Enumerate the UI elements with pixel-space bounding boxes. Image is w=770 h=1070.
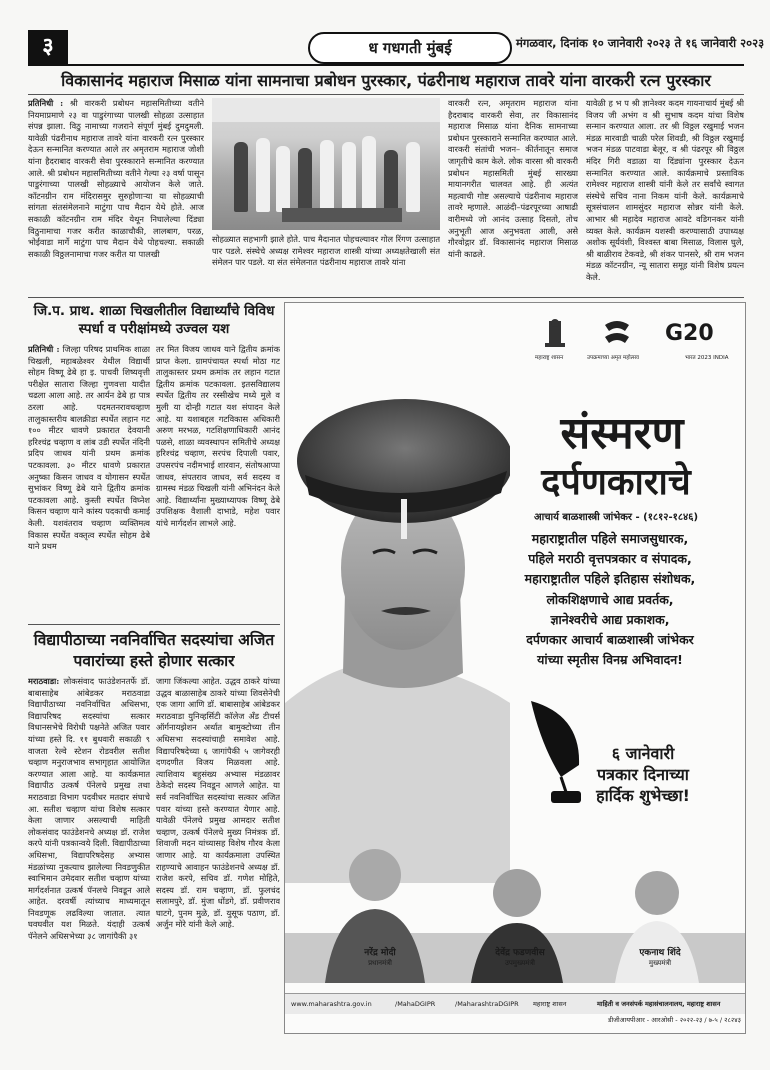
leader2-role: उपमुख्यमंत्री <box>504 959 536 967</box>
divider <box>28 624 280 625</box>
article1-col1-text: श्री वारकरी प्रबोधन महासमितीच्या वतीने नियमाप्रमाणे २३ वा पाडुरंगाच्या पालखी सोहळा उत्साहात संपन्न झाला. विठु नामाच्या गजराने संपूर्ण मुंबई दुमदुमली. यावेळी पंढरीनाथ महाराज तावरे यांना वारकरी रत्न पुरस्कार देऊन सन्मानित करण्यात आले तर अमृतराम महाराज जोशी यांना हैदराबाद वारकरी सेवा पुरस्काराने सन्मानित करण्यात आले. श्री प्रबोधन महासमितीच्या वतीने गेल्या २३ वर्षा पासून पाडुरंगाच्या पालखी सोहळ्याचे आयोजन केले जाते. कॉटनग्रीन राम मंदिरासमुर सुरुहोणाऱ्या या सोहळ्याची सांगता संतसंमेलनाने माटुंगा पाच मैदान येथे होते. आज सकाळी कॉटनग्रीन राम मंदिर येथून निघालेल्या दिंड्या विठुनामाचा गजर करीत काळाचौकी, लालबाग, परळ, भोईवाडा मार्गे माटुंगा पाच मैदान येथे पोहचल्या. सकाळी सकाळी विठ्ठलनामाचा गजर करीत या पालखी <box>28 98 204 259</box>
ad-day-line1: ६ जानेवारी <box>611 744 675 763</box>
ad-line: महाराष्ट्रातील पहिले समाजसुधारक, <box>531 531 689 546</box>
page-number: ३ <box>28 30 68 64</box>
article1-col2: सोहळ्यात सहभागी झाले होते. पाच मैदानात पोहचल्यावर गोल रिंगण उत्साहात पार पडले. संस्थेचे अध्यक्ष रामेश्वर महाराज शास्त्री यांच्या अध्यक्षतेखाली संत संमेलन पार पडले. या संत संमेलनात पंढरीनाथ महाराज तावरे यांना <box>212 234 440 268</box>
article1-col1 <box>28 98 204 292</box>
article1-headline: विकासानंद महाराज मिसाळ यांना सामनाचा प्रबोधन पुरस्कार, पंढरीनाथ महाराज तावरे यांना वारकरी रत्न पुरस्कार <box>28 68 744 95</box>
ad-title-line1: संस्मरण <box>560 408 684 459</box>
footer-social-2: /MaharashtraDGIPR <box>455 1000 519 1008</box>
ad-day-line2: पत्रकार दिनाच्या <box>597 765 689 784</box>
leader1-role: प्रधानमंत्री <box>368 959 392 967</box>
footer-website: www.maharashtra.gov.in <box>291 1000 372 1008</box>
footer-social-1: /MahaDGIPR <box>395 1000 436 1008</box>
ad-tribute-lines <box>481 529 739 670</box>
article3-col1 <box>28 676 150 1032</box>
article3-headline: विद्यापीठाच्या नवनिर्वाचित सदस्यांचा अजित पवारांच्या हस्ते होणार सत्कार <box>33 631 275 670</box>
ad-line: महाराष्ट्रातील पहिले इतिहास संशोधक, <box>524 571 696 587</box>
logo3-caption: भारत 2023 INDIA <box>685 355 729 361</box>
divider <box>28 297 744 298</box>
masthead <box>28 30 765 66</box>
logo2-caption: उपक्रमाच्या अमृत महोत्सव <box>587 355 639 361</box>
advertisement <box>284 302 746 1034</box>
ad-honoree: आचार्य बाळशास्त्री जांभेकर - (१८१२-१८४६) <box>533 512 699 523</box>
article2-col1-text: जिल्हा परिषद प्राथमिक शाळा चिखली, महाबळेश्वर येथील विद्यार्थी सोहम विष्णू ढेबे हा इ. पाचवी शिष्यवृत्ती परीक्षेत सातारा जिल्हा गुणवत्ता यादीत चढला आला आहे. तर आर्यन ढेबे हा पात्र ठरला आहे. पदमतनरावचव्हाण तालुकास्तरीय बालक्रीडा स्पर्धेत लहान गट १०० मीटर धावणे प्रकारात देवयानी हरिश्चंद्र चव्हाण व लांब उडी स्पर्धेत नंदिनी प्रदिप जाधव यांनी प्रथम क्रमांक पटकावला. ३० मीटर धावणे प्रकारात अनुष्का किसन जाधव व योगासन स्पर्धेत सुभांकर विष्णू ढेबे याने द्वितीय क्रमांक पटकावला आहे. कुस्ती स्पर्धेत विघ्नेश किसन चव्हाण याने कांस्य पदकाची कमाई केली. यशवंतराव चव्हाण व्यक्तिमत्व विकास स्पर्धेत वक्तृत्व स्पर्धेत सोहम ढेबे याने प्रथम <box>28 344 150 552</box>
leader3-role: मुख्यमंत्री <box>648 959 672 967</box>
g20-logo: G20 <box>665 321 714 346</box>
article3-col1-text: लोकसंवाद फाउंडेशनतर्फे डॉ. बाबासाहेब आंबेडकर मराठवाडा विद्यापीठाच्या नवनिर्वाचित अधिसभा, विद्यापरिषद सदस्यांचा सत्कार विधानसभेचे विरोधी पक्षनेते अजित पवार यांच्या हस्ते दि. ११ बुधवारी सकाळी ९ वाजता रेल्वे स्टेशन रोडवरील सतीश चव्हाण मनुराजभाव सभागृहात आयोजित करण्यात आला आहे. या कार्यक्रमात विद्यापीठ उत्कर्ष पॅनेलचे प्रमुख तथा मराठवाडा विभाग पदवीधर मतदार संघाचे आ. सतीश चव्हाण यांचा विशेष सत्कार केला जाणार असल्याची माहिती लोकसंवाद फाउंडेशनचे अध्यक्ष डॉ. राजेश करपे यांनी पत्रकान्वये दिली. विद्यापीठाच्या अधिसभा, विद्यापरिषदेसह अभ्यास मंडळांच्या नुकत्याच झालेल्या निवडणुकीत स्वाभिमान उमेदवार सतीश चव्हाण यांच्या मार्गदर्शनात उत्कर्ष पॅनलचे निवडून आले आहेत. दरवर्षी त्यांच्याच माध्यमातून निवडणूक लढविल्या जातात. त्यात घवघवीत यश मिळते. यंदाही उत्कर्ष पॅनेलने अधिसभेच्या ३८ जागांपैकी ३१ <box>28 676 150 942</box>
leaders-caption-bar <box>285 943 745 985</box>
article2-headline: जि.प. प्राथ. शाळा चिखलीतील विद्यार्थ्यांचे विविध स्पर्धा व परीक्षांमध्ये उज्वल यश <box>33 303 275 337</box>
article3-byline: मराठवाडा: <box>28 676 60 686</box>
ad-release-code: डीजीआयपीआर - आरओसी - २०२२-२३ / ७-५ / २८२४३ <box>607 1016 741 1024</box>
ad-line: ज्ञानेश्वरीचे आद्य प्रकाशक, <box>550 611 670 627</box>
ad-line: पहिले मराठी वृत्तपत्रकार व संपादक, <box>528 551 692 567</box>
leader1-name: नरेंद्र मोदी <box>364 948 396 958</box>
ad-line: दर्पणकार आचार्य बाळशास्त्री जांभेकर <box>526 632 694 648</box>
article2-byline: प्रतिनिधी : <box>28 344 60 354</box>
maharashtra-emblem-icon <box>535 317 575 351</box>
balshastri-jambhekar-portrait <box>285 363 510 883</box>
footer-social-3: महाराष्ट्र शासन <box>533 1000 567 1008</box>
ad-title-line2: दर्पणकाराचे <box>541 462 691 503</box>
journalist-day-wishes <box>553 743 733 806</box>
issue-date: मंगळवार, दिनांक १० जानेवारी २०२३ ते १६ जानेवारी २०२३ <box>516 36 765 50</box>
amrit-mahotsav-logo-icon <box>597 317 637 351</box>
article1-col3: वारकरी रत्न, अमृतराम महाराज यांना हैदराबाद वारकरी सेवा, तर विकासानंद महाराज मिसाळ यांना दैनिक सामनाच्या प्रबोधन पुरस्काराने सन्मानित करण्यात आले. वारकरी संतांची भजन– कीर्तनातून समाज जागृतीचे काम केले. लोक वारसा श्री वारकरी प्रबोधन महासमिती मुंबई सारख्या मायानगरीत चालवत आहे. ही अत्यंत महत्वाची गोष्ट असल्याचे पंढरीनाथ महाराज तावरे म्हणाले. आळंदी–पंढरपूरच्या आषाढी वारीमध्ये जो आनंद उत्साह दिसतो, तोच अनुभूती आज अनुभवता आली, असे गौरवोद्गार डॉ. विकासानंद महाराज मिसाळ यांनी काढले. <box>448 98 578 259</box>
article3-col2: जागा जिंकल्या आहेत. उद्धव ठाकरे यांच्या उद्धव बाळासाहेब ठाकरे यांच्या शिवसेनेची एक जागा आणि डॉ. बाबासाहेब आंबेडकर मराठवाडा युनिव्हर्सिटी कॉलेज अँड टीचर्स ऑर्गनायझेशन अर्थात बामुक्टोच्या तीन अधिसभा सदस्यांचाही समावेश आहे. विद्यापरिषदेच्या ६ जागांपैकी ५ जागेवरही दणदणीत विजय मिळवला आहे. त्याशिवाय बहुसंख्य अभ्यास मंडळावर ठेकेदो सदस्य निवडून आणले आहेत. या सर्व नवनिर्वाचित सदस्यांचा सत्कार अजित पवार यांच्या हस्ते करण्यात येणार आहे. यावेळी पॅनेलचे प्रमुख आमदार सतीश चव्हाण, उत्कर्ष पॅनेलचे मुख्य निमंत्रक डॉ. शिवाजी मदन यांच्यासह विशेष गौरव केला जाणार आहे. या कार्यक्रमाला उपस्थित राहण्याचे आवाहन फाउंडेशनचे अध्यक्ष डॉ. राजेश करपे, सचिव डॉ. गणेश मोहिते, सदस्य डॉ. राम चव्हाण, डॉ. फुलचंद सलामपुरे, डॉ. मुंजा धोंडगे, डॉ. प्रवीणराव घाटगे, पुनम मुळे, डॉ. युसूफ पठाण, डॉ. अर्जुन मोरे यांनी केले आहे. <box>156 676 280 930</box>
leader3-name: एकनाथ शिंदे <box>639 948 681 958</box>
ad-logos <box>535 317 735 363</box>
logo1-caption: महाराष्ट्र शासन <box>535 355 564 361</box>
footer-department: माहिती व जनसंपर्क महासंचालनालय, महाराष्ट्र शासन <box>597 1000 721 1008</box>
paper-name: ध गधगती मुंबई <box>308 32 512 64</box>
ad-line: यांच्या स्मृतीस विनम्र अभिवादन! <box>537 652 683 668</box>
article1-col4: यावेळी ह भ प श्री ज्ञानेश्वर कदम गायनाचार्य मुंबई श्री विजय जी अभंग व श्री सुभाष कदम यांचा विशेष सन्मान करण्यात आला. तर श्री विठ्ठल रखुमाई भजन मंडळ मारवाडी चाळी परेल शिवडी, श्री विठ्ठल रखुमाई भजन मंडळ पाटवाडा बेलूर, व श्री पंढरपूर श्री विठ्ठल मंदिर गिरी वडाळा या दिंड्यांना पुरस्कार देऊन सन्मानित करण्यात आले. कार्यक्रमाचे प्रस्ताविक रामेश्वर महाराज शास्त्री यांनी केले तर सर्वांचे स्वागत संस्थेचे सचिव नाना निकम यांनी केले. कार्यक्रमाचे सूत्रसंचालन शामसुंदर महाराज सोन्नर यांनी केले. आभार श्री महादेव महाराज आवटे वडिगनकर यांनी व्यक्त केले. कार्यक्रम यशस्वी करण्यासाठी उपाध्यक्ष अशोक सूर्यवंशी, विश्वस्त बाबा मिसाळ, विलास घुले, श्री बाळीराव टेकवडे, श्री शंकर पानसरे, श्री राम भजन मंडळ कॉटनग्रीन, न्यू सातारा समूह यांनी विशेष प्रयत्न केले. <box>586 98 744 282</box>
article2-col2: तर मित विजय जाधव याने द्वितीय क्रमांक प्राप्त केला. ग्रामपंचायत स्पर्धा मोठा गट तालुकास्तर प्रथम क्रमांक तर लहान गटात द्वितीय क्रमांक पटकावला. इतसविद्यालय स्पर्धेत द्वितीय तर रस्सीखेच मध्ये मुले व मुली या दोन्ही गटात यश संपादन केले आहे. या यशाबद्दल गटविकास अधिकारी अरुण मरभळ, गटशिक्षणाधिकारी आनंद पळसे, शाळा व्यवस्थापन समितीचे अध्यक्ष हरिश्चंद्र चव्हाण, सरपंच दिपाली पवार, उपसरपंच नदीमभाई शारवान, संतोषआप्पा जाधव, संपतराव जाधव, सर्व सदस्य व ग्रामस्थ मंडळ चिखली यांनी अभिनंदन केले आहे. विद्यार्थ्यांना मुख्याध्यापक विष्णू ढेबे उपशिक्षक वैशाली दाभाडे, महेश पवार यांचे मार्गदर्शन लाभले आहे. <box>156 344 280 528</box>
ad-line: लोकशिक्षणाचे आद्य प्रवर्तक, <box>546 591 674 607</box>
article2-col1 <box>28 344 150 620</box>
leader2-name: देवेंद्र फडणवीस <box>495 948 545 958</box>
ad-day-line3: हार्दिक शुभेच्छा! <box>596 786 690 805</box>
article1-byline: प्रतिनिधी : <box>28 98 64 108</box>
ad-footer <box>285 993 745 1014</box>
article1-photo <box>212 98 440 230</box>
